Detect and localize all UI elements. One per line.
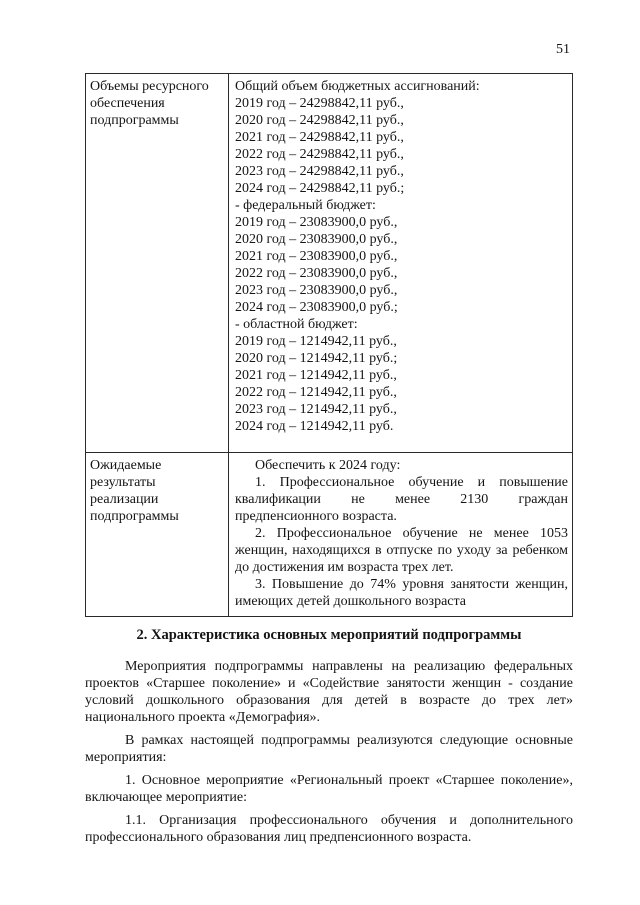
results-label-line: реализации: [90, 492, 159, 507]
body-paragraph: 1.1. Организация профессионального обучения и дополнительного профессионального образования лиц предпенсионного возраста.: [85, 813, 573, 845]
resources-label-line: обеспечения: [90, 96, 165, 111]
budget-line: 2021 год – 1214942,11 руб.,: [235, 368, 397, 383]
section-heading: 2. Характеристика основных мероприятий подпрограммы: [136, 627, 522, 643]
page-number: 51: [556, 42, 570, 57]
budget-total-heading: Общий объем бюджетных ассигнований:: [235, 79, 480, 94]
resources-label-line: подпрограммы: [90, 113, 179, 128]
body-paragraph: Мероприятия подпрограммы направлены на реализацию федеральных проектов «Старшее поколение» и «Содействие занятости женщин - создание условий дошкольного образования для детей в возрасте до трех лет» национального проекта «Демография».: [85, 659, 573, 725]
budget-line: 2020 год – 1214942,11 руб.;: [235, 351, 398, 366]
budget-line: 2023 год – 23083900,0 руб.,: [235, 283, 398, 298]
results-intro: Обеспечить к 2024 году:: [255, 458, 401, 473]
budget-line: 2020 год – 23083900,0 руб.,: [235, 232, 398, 247]
subprogram-passport-table: [85, 73, 573, 617]
resources-label-line: Объемы ресурсного: [90, 79, 209, 94]
budget-line: 2023 год – 1214942,11 руб.,: [235, 402, 397, 417]
result-item: 3. Повышение до 74% уровня занятости женщин, имеющих детей дошкольного возраста: [235, 577, 568, 609]
section-body: [85, 658, 573, 852]
budget-line: 2019 год – 1214942,11 руб.,: [235, 334, 397, 349]
budget-line: 2021 год – 23083900,0 руб.,: [235, 249, 398, 264]
budget-line: 2024 год – 23083900,0 руб.;: [235, 300, 398, 315]
budget-line: 2019 год – 24298842,11 руб.,: [235, 96, 404, 111]
resources-label-cell: [86, 74, 229, 453]
budget-line: 2023 год – 24298842,11 руб.,: [235, 164, 404, 179]
budget-line: 2024 год – 1214942,11 руб.: [235, 419, 394, 434]
budget-line: 2022 год – 23083900,0 руб.,: [235, 266, 398, 281]
results-label-line: подпрограммы: [90, 509, 179, 524]
budget-line: 2020 год – 24298842,11 руб.,: [235, 113, 404, 128]
body-paragraph: В рамках настоящей подпрограммы реализуются следующие основные мероприятия:: [85, 733, 573, 765]
budget-line: 2021 год – 24298842,11 руб.,: [235, 130, 404, 145]
budget-line: 2024 год – 24298842,11 руб.;: [235, 181, 405, 196]
results-value-cell: [229, 453, 573, 617]
results-label-line: Ожидаемые: [90, 458, 162, 473]
result-item: 2. Профессиональное обучение не менее 1053 женщин, находящихся в отпуске по уходу за ребенком до достижения им возраста трех лет.: [235, 526, 568, 575]
regional-budget-heading: - областной бюджет:: [235, 317, 358, 332]
budget-line: 2022 год – 1214942,11 руб.,: [235, 385, 397, 400]
table-row-resources: [86, 74, 573, 453]
federal-budget-heading: - федеральный бюджет:: [235, 198, 376, 213]
results-label-line: результаты: [90, 475, 156, 490]
budget-line: 2019 год – 23083900,0 руб.,: [235, 215, 398, 230]
resources-value-cell: [229, 74, 573, 453]
body-paragraph: 1. Основное мероприятие «Региональный проект «Старшее поколение», включающее мероприятие:: [85, 773, 573, 805]
table-row-expected-results: [86, 453, 573, 617]
result-item: 1. Профессиональное обучение и повышение квалификации не менее 2130 граждан предпенсионного возраста.: [235, 475, 568, 524]
results-label-cell: [86, 453, 229, 617]
budget-line: 2022 год – 24298842,11 руб.,: [235, 147, 404, 162]
